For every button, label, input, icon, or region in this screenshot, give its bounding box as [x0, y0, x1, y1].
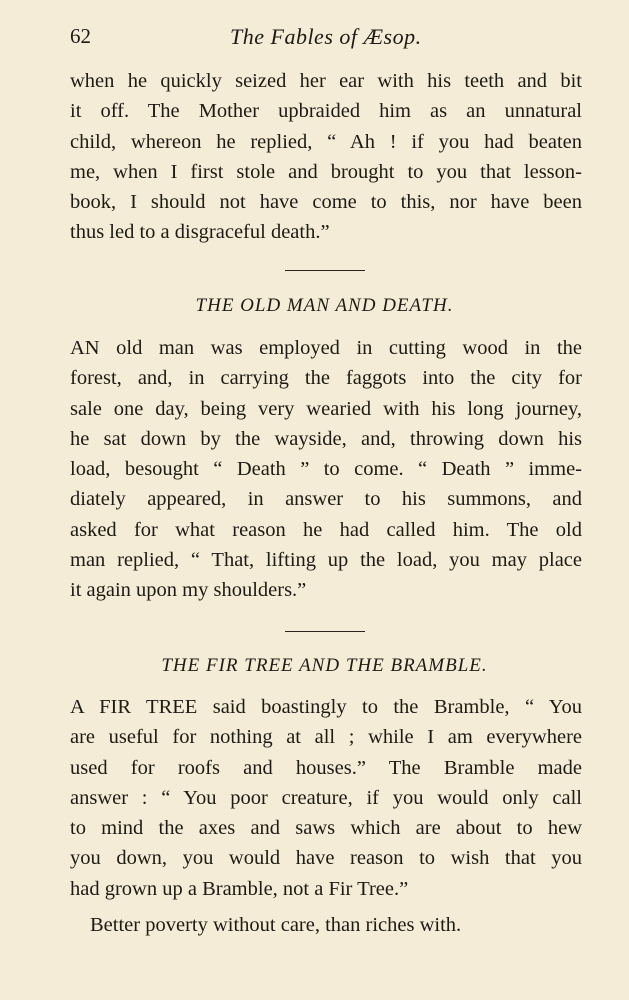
text-line: diately appeared, in answer to his summons, and	[70, 488, 582, 511]
text-line: answer : “ You poor creature, if you would only call	[70, 786, 582, 809]
text-line: book, I should not have come to this, nor have been	[70, 191, 582, 214]
text-line: when he quickly seized her ear with his teeth and bit	[70, 70, 582, 92]
text-line: sale one day, being very wearied with his long journey,	[70, 397, 582, 420]
text-line: had grown up a Bramble, not a Fir Tree.”	[70, 877, 409, 900]
text-line: to mind the axes and saws which are about to hew	[70, 817, 582, 840]
section-divider	[285, 631, 365, 632]
text-line: it off. The Mother upbraided him as an unnatural	[70, 100, 582, 123]
text-line: asked for what reason he had called him. The old	[70, 518, 582, 541]
text-line: me, when I first stole and brought to you that lesson-	[70, 160, 582, 183]
text-line: AN old man was employed in cutting wood in the	[70, 337, 582, 359]
text-line: are useful for nothing at all ; while I am everywhere	[70, 726, 582, 749]
text-line: load, besought “ Death ” to come. “ Death ” imme-	[70, 458, 582, 481]
text-line: man replied, “ That, lifting up the load, you may place	[70, 549, 582, 572]
fable-title-fir-tree: THE FIR TREE AND THE BRAMBLE.	[161, 655, 488, 676]
fable-title-old-man: THE OLD MAN AND DEATH.	[195, 295, 454, 316]
text-line: thus led to a disgraceful death.”	[70, 221, 330, 244]
text-line: child, whereon he replied, “ Ah ! if you had beaten	[70, 130, 582, 153]
text-line: it again upon my shoulders.”	[70, 579, 307, 602]
fable-old-man-text	[70, 333, 582, 606]
previous-fable-continuation	[70, 66, 582, 248]
text-line: you down, you would have reason to wish that you	[70, 847, 582, 870]
text-line: forest, and, in carrying the faggots into the city for	[70, 367, 582, 390]
fable-moral: Better poverty without care, than riches with.	[90, 914, 462, 936]
page-number: 62	[70, 24, 91, 48]
text-line: A FIR TREE said boastingly to the Bramble, “ You	[70, 696, 582, 718]
section-divider	[285, 270, 365, 271]
text-line: used for roofs and houses.” The Bramble made	[70, 756, 582, 779]
book-title: The Fables of Æsop.	[230, 24, 422, 49]
fable-fir-tree-text	[70, 692, 582, 904]
running-head	[70, 24, 570, 54]
text-line: he sat down by the wayside, and, throwing down his	[70, 427, 582, 450]
